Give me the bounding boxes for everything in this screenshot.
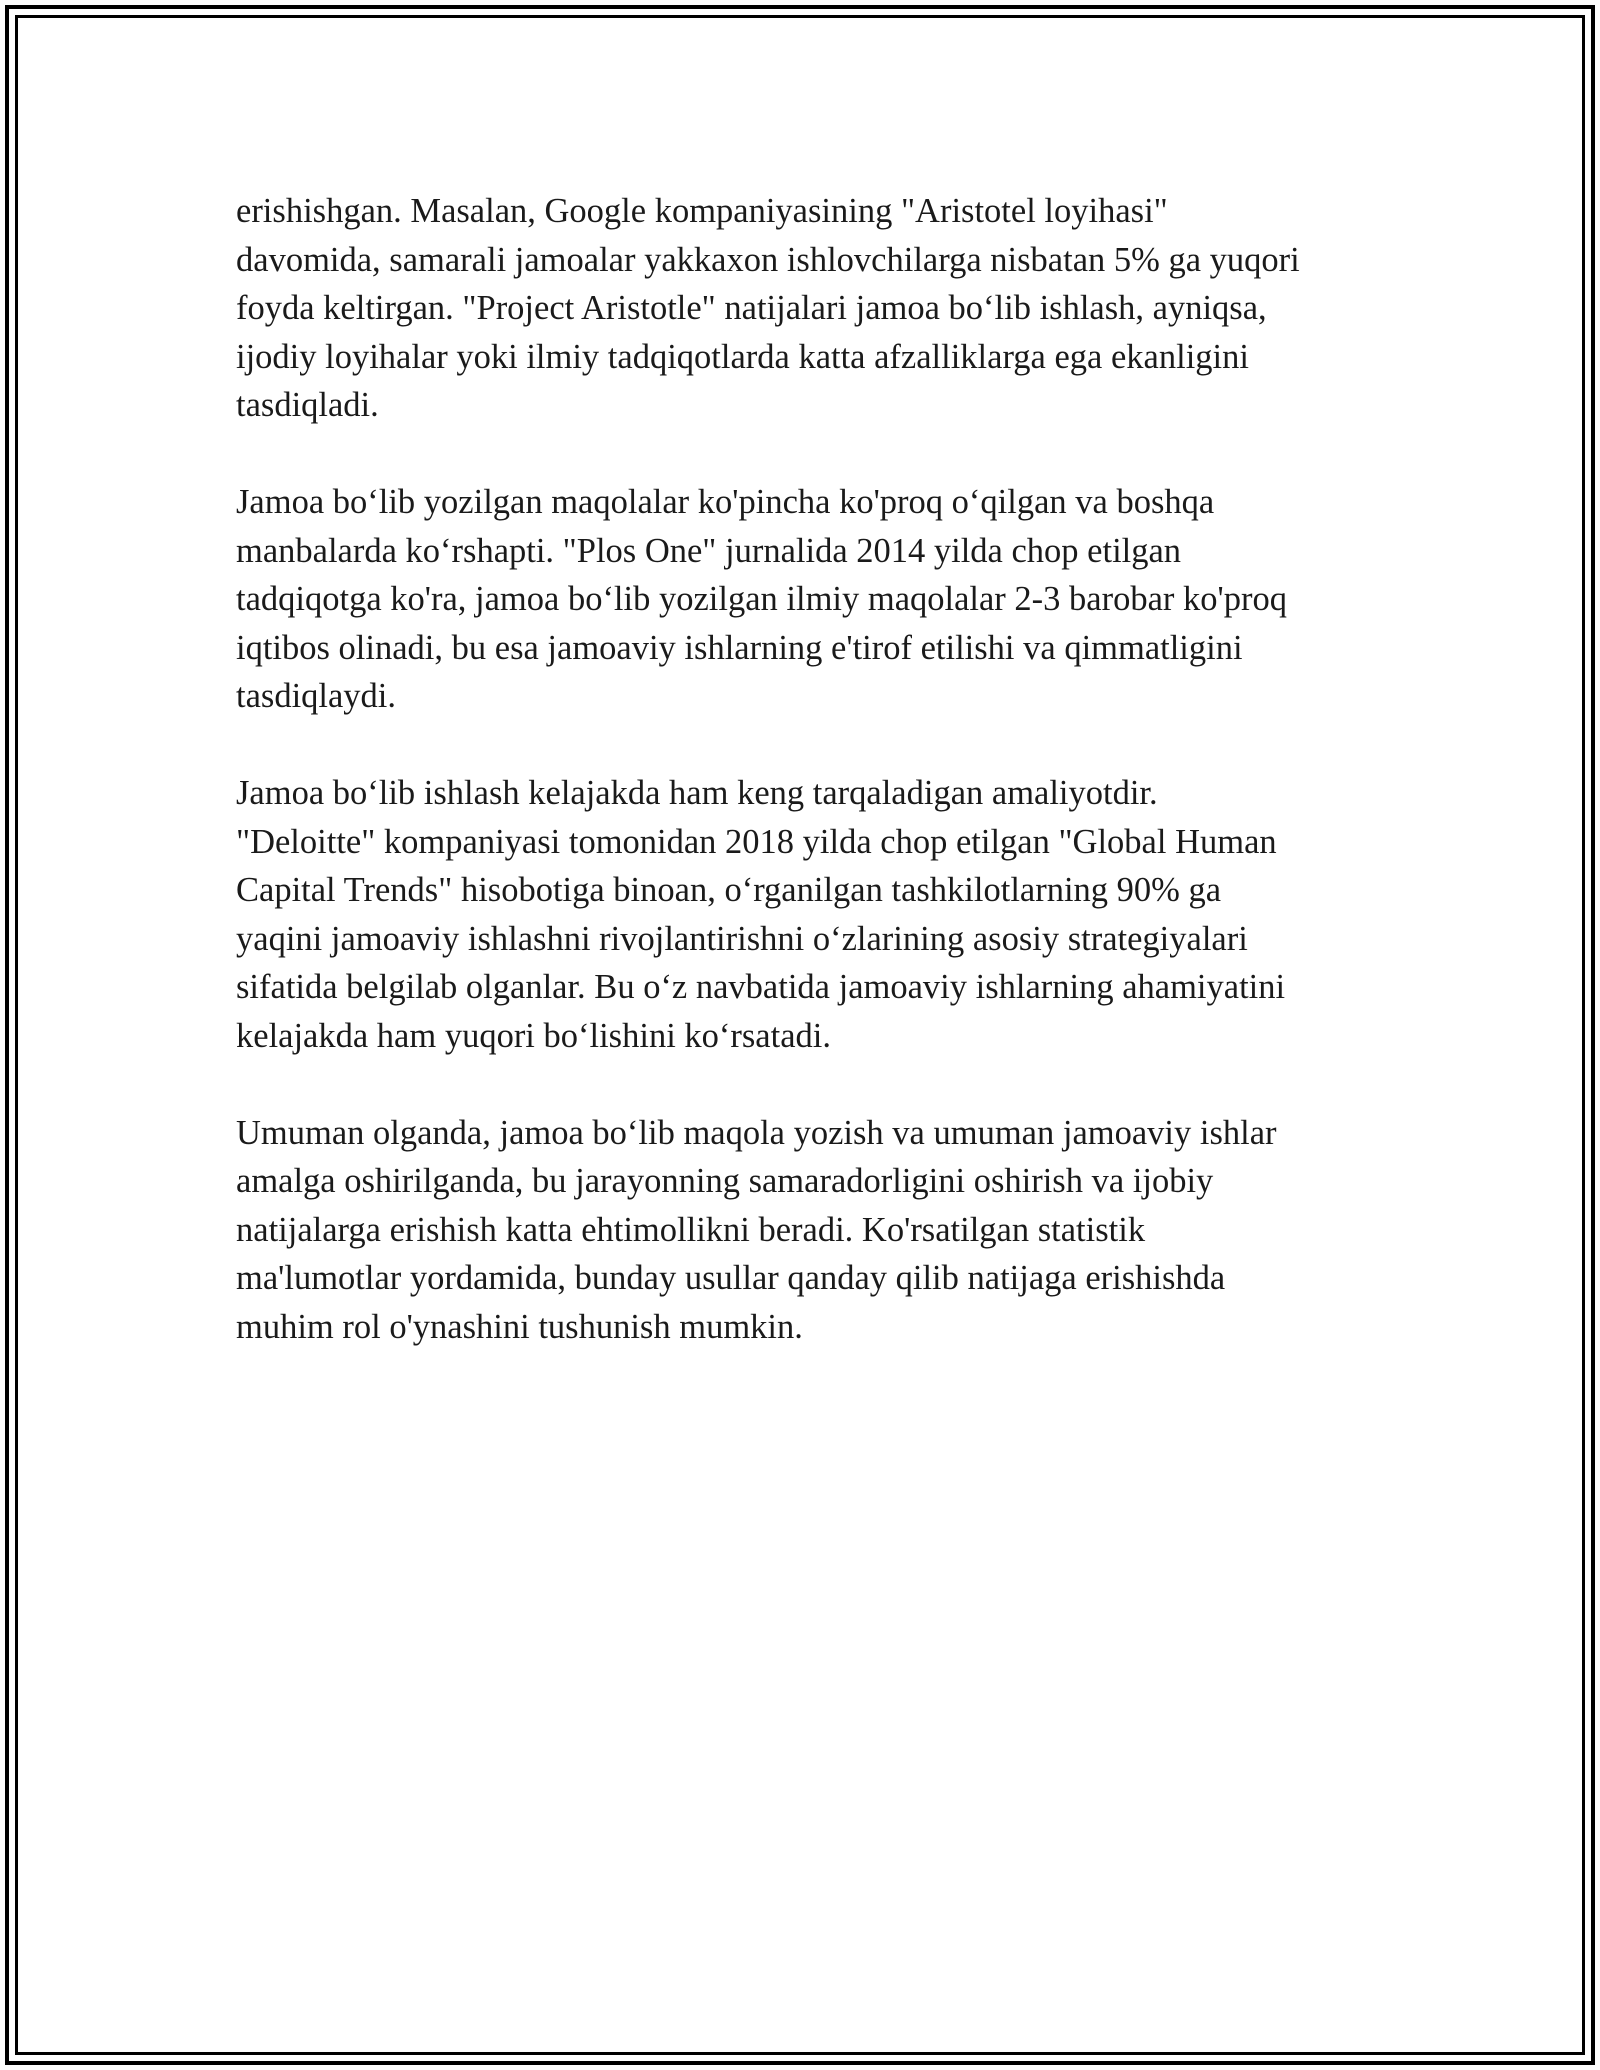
text-line: ma'lumotlar yordamida, bunday usullar qanday qilib natijaga erishishda (236, 1259, 1226, 1297)
text-line: tasdiqlaydi. (236, 677, 397, 715)
text-line: Capital Trends" hisobotiga binoan, o‘rganilgan tashkilotlarning 90% ga (236, 871, 1222, 909)
document-body (236, 187, 1386, 1400)
text-line: foyda keltirgan. "Project Aristotle" natijalari jamoa bo‘lib ishlash, ayniqsa, (236, 289, 1267, 327)
paragraph-4 (236, 1109, 1386, 1352)
text-line: tasdiqladi. (236, 386, 379, 424)
paragraph-2 (236, 478, 1386, 721)
text-line: natijalarga erishish katta ehtimollikni beradi. Ko'rsatilgan statistik (236, 1210, 1146, 1249)
text-line: kelajakda ham yuqori bo‘lishini ko‘rsatadi. (236, 1016, 831, 1055)
text-line: "Deloitte" kompaniyasi tomonidan 2018 yilda chop etilgan "Global Human (236, 822, 1277, 861)
text-line: iqtibos olinadi, bu esa jamoaviy ishlarning e'tirof etilishi va qimmatligini (236, 628, 1243, 667)
text-line: davomida, samarali jamoalar yakkaxon ishlovchilarga nisbatan 5% ga yuqori (236, 240, 1300, 279)
text-line: Umuman olganda, jamoa bo‘lib maqola yozish va umuman jamoaviy ishlar (236, 1113, 1277, 1152)
text-line: yaqini jamoaviy ishlashni rivojlantirishni o‘zlarining asosiy strategiyalari (236, 919, 1248, 958)
text-line: manbalarda ko‘rshapti. "Plos One" jurnalida 2014 yilda chop etilgan (236, 531, 1182, 570)
text-line: erishishgan. Masalan, Google kompaniyasining "Aristotel loyihasi" (236, 192, 1168, 230)
text-line: Jamoa bo‘lib ishlash kelajakda ham keng tarqaladigan amaliyotdir. (236, 774, 1158, 812)
text-line: muhim rol o'ynashini tushunish mumkin. (236, 1307, 803, 1346)
paragraph-1 (236, 187, 1386, 430)
paragraph-3 (236, 769, 1386, 1060)
text-line: ijodiy loyihalar yoki ilmiy tadqiqotlarda katta afzalliklarga ega ekanligini (236, 337, 1249, 376)
text-line: Jamoa bo‘lib yozilgan maqolalar ko'pincha ko'proq o‘qilgan va boshqa (236, 483, 1215, 521)
text-line: amalga oshirilganda, bu jarayonning samaradorligini oshirish va ijobiy (236, 1162, 1214, 1200)
text-line: sifatida belgilab olganlar. Bu o‘z navbatida jamoaviy ishlarning ahamiyatini (236, 968, 1286, 1006)
text-line: tadqiqotga ko'ra, jamoa bo‘lib yozilgan ilmiy maqolalar 2-3 barobar ko'proq (236, 580, 1287, 618)
